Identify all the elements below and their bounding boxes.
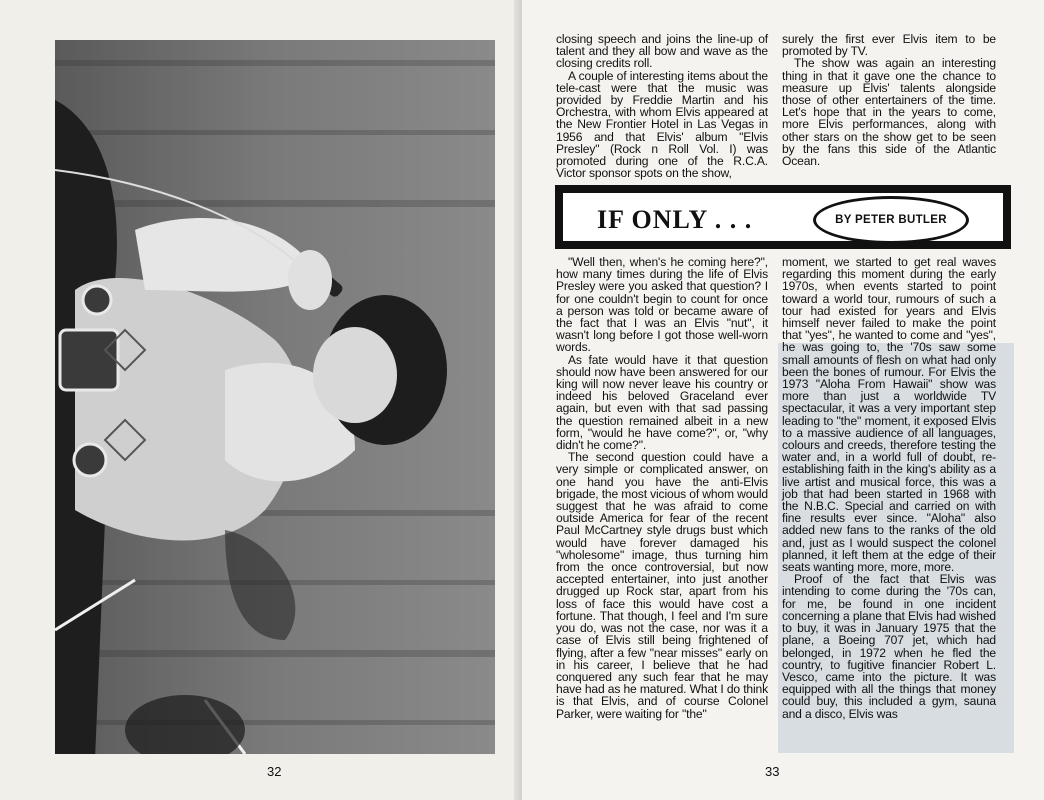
top-column-2 [782, 33, 996, 167]
performer-photo [55, 40, 495, 754]
article-column-2 [782, 256, 996, 720]
paragraph: Proof of the fact that Elvis was intending to come during the '70s can, for me, be found in one incident concerning a plane that Elvis had wished to buy, it was in January 1975 that the plane, a Boeing 707 jet, which had belonged, in 1972 when he fled the country, to fugitive financier Robert L. Vesco, came into the picture. It was equipped with all the things that money could buy, this included a gym, sauna and a disco, Elvis was [782, 572, 996, 721]
paragraph: As fate would have it that question should now have been answered for our king will now never leave his country or indeed his beloved Graceland ever again, but even with that sad passing the question remained albeit in a new form, "would he have come?", or, "why didn't he come?". [556, 352, 768, 453]
paragraph: moment, we started to get real waves regarding this moment during the early 1970s, when events started to point toward a world tour, rumours of such a tour had existed for years and Elvis himself never failed to make the point that "yes", he wanted to come and "yes", he was going to, the '70s saw some small amounts of flesh on what had only been the bones of rumour. For Elvis the 1973 "Aloha From Hawaii" show was more than just a worldwide TV spectacular, it was a very important step leading to "the" moment, it exposed Elvis to a massive audience of all languages, colours and creeds, therefore testing the water and, in a world full of doubt, re-establishing faith in the king's ability as a live artist and musical force, this was a job that had been started in 1968 with the N.B.C. Special and carried on with fine results ever since. "Aloha" also added new fans to the ranks of the old and, just as I would suspect the colonel planned, it left them at the edge of their seats wanting more, more, more. [782, 255, 996, 575]
article-byline [813, 196, 969, 244]
paragraph: The second question could have a very simple or complicated answer, on one hand you have the anti-Elvis brigade, the most vicious of whom would suggest that he was afraid to come outside America for fear of the recent Paul McCartney style drugs bust which would have forever damaged his "wholesome" image, thus turning him from the once controversial, but now accepted entertainer, into just another drugged up Rock star, apart from his loss of face this would have cost a fortune. That though, I feel and I'm sure you do, was not the case, nor was it a case of Elvis still being frightened of flying, after a few "near misses" early on in his career, I believe that he had conquered any such fear that he may have had as he matured. What I do think is that Elvis, and of course Colonel Parker, were waiting for "the" [556, 450, 768, 721]
paragraph: A couple of interesting items about the tele-cast were that the music was provided by Freddie Martin and his Orchestra, with whom Elvis appeared at the New Frontier Hotel in Las Vegas in 1956 and that Elvis' album "Elvis Presley" (Rock n Roll Vol. I) was promoted during one of the R.C.A. Victor sponsor spots on the show, [556, 68, 768, 181]
paragraph: The show was again an interesting thing in that it gave one the chance to measure up Elvis' talents alongside those of other entertainers of the time. Let's hope that in the years to come, more Elvis performances, along with other stars on the show get to be seen by the fans this side of the Atlantic Ocean. [782, 56, 996, 169]
performer-photo-graphic [55, 40, 495, 754]
top-column-1 [556, 33, 768, 179]
article-title: IF ONLY . . . [597, 205, 753, 234]
article-banner [555, 185, 1011, 249]
article-column-1 [556, 256, 768, 720]
paragraph: surely the first ever Elvis item to be promoted by TV. [782, 32, 996, 59]
byline-text: BY PETER BUTLER [835, 214, 947, 226]
paragraph: "Well then, when's he coming here?", how many times during the life of Elvis Presley were you asked that question? I for one couldn't begin to count for once a person was told or became aware of the fact that I was an Elvis "nut", it wasn't long before I got those well-worn words. [556, 255, 768, 355]
page-number-left: 32 [267, 764, 282, 779]
page-number-right: 33 [765, 764, 780, 779]
paragraph: closing speech and joins the line-up of talent and they all bow and wave as the closing credits roll. [556, 32, 768, 71]
